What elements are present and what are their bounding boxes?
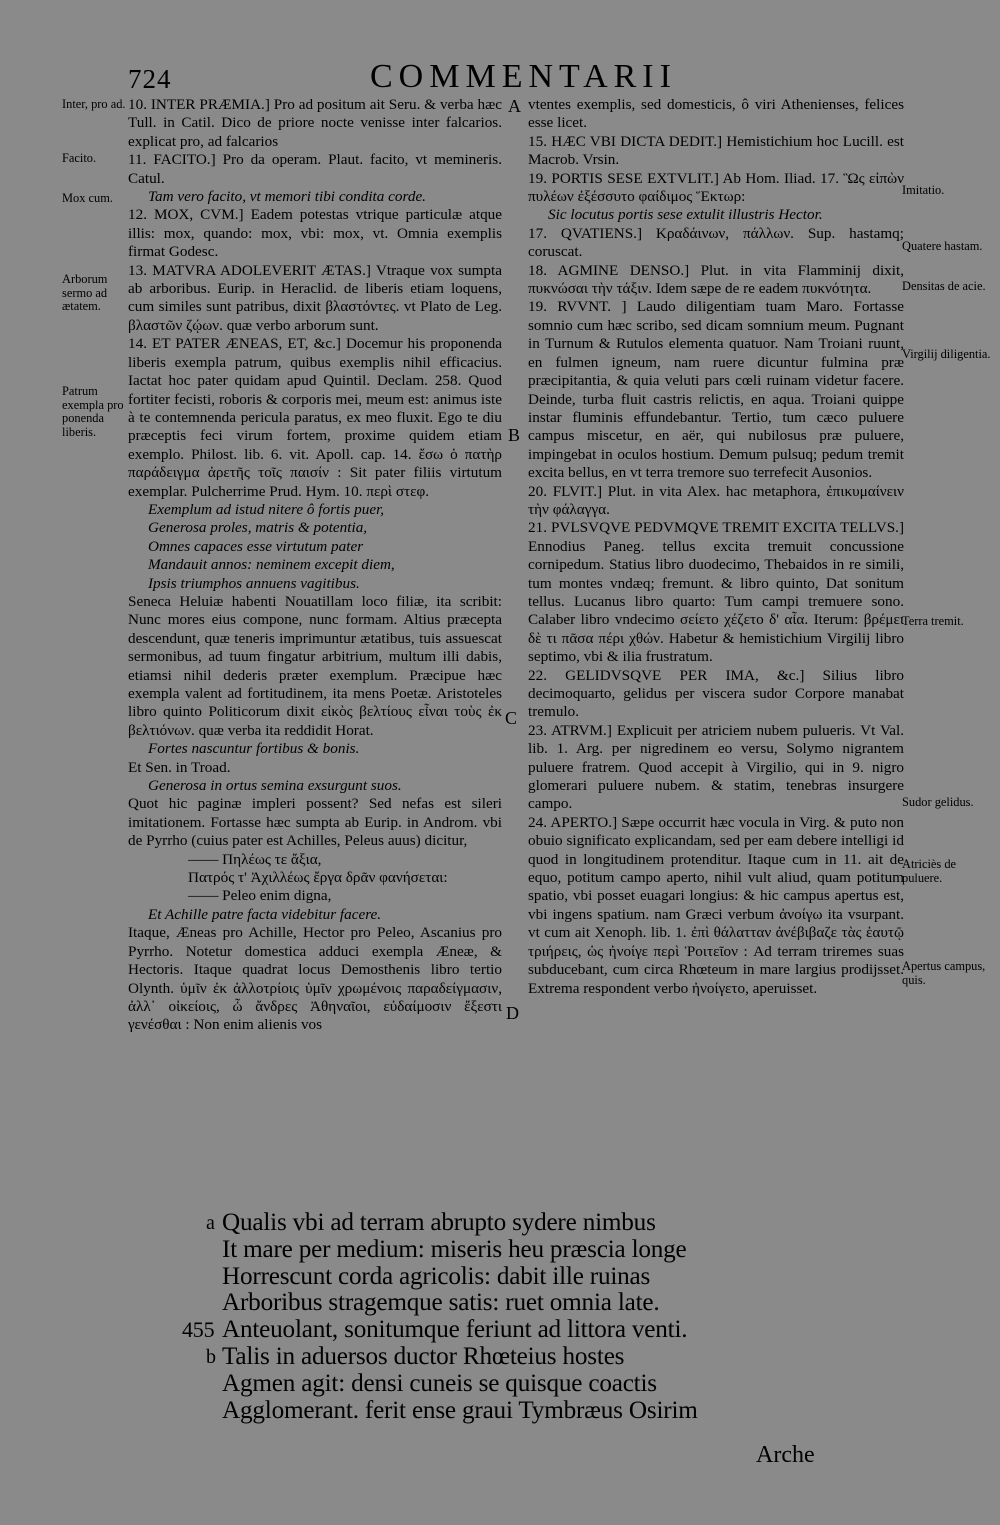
commentary-paragraph: 19. RVVNT. ] Laudo diligentiam tuam Maro. Fortasse somnio cum hæc scribo, sed dicam somnium meum. Pugnant in Turnum & Rutulos elementa quatuor. Nam Troiani ruunt, en fulmen igneum, nam ruere dicuntur fulmina præ præcipitantia, & quia veluti pars cœli ruinam videtur facere. Deinde, turba fluit castris relictis, en aqua. Troiani quippe instar fluminis effundebantur. Tertio, tum cæco puluere campus miscetur, en aër, qui nubilosus præ puluere, impingebat in oculos hostium. Demum pulsuq; pedum tremit excita bellus, en vt terra tremore suo terrefecit Ausonios. [528,298,904,482]
margin-note: Terra tremit. [902,614,964,628]
margin-note: Apertus campus, quis. [902,959,986,987]
section-letter: A [508,96,521,116]
margin-note: Densitas de acie. [902,279,986,293]
margin-note: Virgilij diligentia. [902,347,991,361]
commentary-paragraph: 17. QVATIENS.] Κραδάινων, πάλλων. Sup. hastamq; coruscat. [528,224,904,261]
commentary-paragraph: Quot hic paginæ impleri possent? Sed nefas est sileri imitationem. Fortasse hæc sumpta ab Eurip. in Androm. vbi de Pyrrho (cuius pater est Achilles, Peleus auus) dicitur, [128,795,502,850]
quoted-verse: Omnes capaces esse virtutum pater [148,537,364,555]
verse-line-text: Qualis vbi ad terram abrupto sydere nimbus [222,1209,656,1236]
verse-line-text: Talis in aduersos ductor Rhœteius hostes [222,1342,625,1370]
commentary-paragraph: 11. FACITO.] Pro da operam. Plaut. facito, vt memineris. Catul. [128,151,502,187]
margin-note: Quatere hastam. [902,239,983,253]
commentary-paragraph: 14. ET PATER ÆNEAS, ET, &c.] Docemur his proponenda liberis exempla patrum, quibus exemplis nihil efficacius. Iactat hoc pater quidam apud Quintil. Declam. 258. Quod fortiter fecisti, roboris & corporis mei, meum est: animus iste à te contemnenda pericula paratus, ex meo fluxit. Ego te diu præceptis feci virum fortem, proxime quidem etiam exemplo. Philost. lib. 6. vit. Apoll. cap. 14. ἔσω ὁ πατὴρ παράδειγμα ἀρετῆς τοῖς παισίν : Sit pater filiis virtutum exemplar. Pulcherrime Prud. Hym. 10. περὶ στεφ. [128,335,502,500]
verse-line-text: Agmen agit: densi cuneis se quisque coactis [222,1369,657,1397]
commentary-column-left [128,96,502,1035]
commentary-paragraph: 22. GELIDVSQVE PER IMA, &c.] Silius libro decimoquarto, gelidus per viscera sudor Corpore manabat tremulo. [528,666,904,721]
verse-line [206,1209,782,1237]
verse-line [222,1290,782,1317]
section-letter: C [505,708,518,728]
quoted-verse: Sic locutus portis sese extulit illustris Hector. [548,206,823,224]
commentary-paragraph: 15. HÆC VBI DICTA DEDIT.] Hemistichium hoc Lucill. est Macrob. Vrsin. [528,132,904,169]
section-letter: D [506,1003,519,1023]
margin-note: Atriciès de puluere. [902,857,957,885]
verse-line [222,1264,782,1291]
commentary-paragraph: 20. FLVIT.] Plut. in vita Alex. hac metaphora, ἐπικυμαίνειν τὴν φάλαγγα. [528,482,904,518]
commentary-paragraph: Itaque, Æneas pro Achille, Hector pro Peleo, Ascanius pro Pyrrho. Notetur domestica adduci exempla Æneæ, & Hectoris. Itaque quadrat locus Demosthenis libro tertio Olynth. ὑμῖν ἐκ ἀλλοτρίοις ὑμῖν χρωμένοις παραδείγμασιν, ἀλλ᾽ οἰκείοις, ὦ ἄνδρες Ἀθηναῖοι, εὐδαίμοσιν ἔξεστι γενέσθαι : Non enim alienis vos [128,924,502,1034]
margin-note: Imitatio. [902,183,945,197]
verse-line [222,1398,782,1425]
commentary-paragraph: 21. PVLSVQVE PEDVMQVE TREMIT EXCITA TELLVS.] Ennodius Paneg. tellus excita tremuit concussione cornipedum. Statius libro duodecimo, Thebaidos in re simili, tum montes vndæq; fremunt. & libro quinto, Dat sonitum tellus. Lucanus libro quarto: Tum campi tremuere sono. Calaber libro vndecimo σείετο χέζετο δ' αἶα. Iterum: βρέμει δὲ τι πᾶσα πέρι χθών. Habetur & hemistichium Virgilij libro septimo, vbi & ilia frustratum. [528,519,904,666]
verse-line [182,1316,782,1344]
verse-line-text: Arboribus stragemque satis: ruet omnia late. [222,1289,660,1317]
margin-note: Sudor gelidus. [902,795,974,809]
verse-line [222,1371,782,1398]
quoted-verse: Tam vero facito, vt memori tibi condita corde. [148,188,426,206]
commentary-paragraph: 18. AGMINE DENSO.] Plut. in vita Flamminij dixit, πυκνώσαι τὴν τάξιν. Idem sæpe de re eadem πυκνότητα. [528,261,904,298]
commentary-paragraph: 19. PORTIS SESE EXTVLIT.] Ab Hom. Iliad. 17. Ὣς εἰπὼν πυλέων ἐξέσσυτο φαίδιμος Ἕκτωρ: [528,169,904,206]
quoted-verse: Fortes nascuntur fortibus & bonis. [148,740,360,758]
margin-note: Arborum sermo ad ætatem. [62,272,108,314]
margin-note: Facito. [62,151,97,165]
commentary-paragraph: 13. MATVRA ADOLEVERIT ÆTAS.] Vtraque vox sumpta ab arboribus. Eurip. in Heraclid. de liberis etiam loquens, cum similes sunt patribus, dixit βλαστόντες. vt Plato de Leg. βλαστῶν ζῴων. quæ verbo arborum sunt. [128,261,502,334]
commentary-paragraph: 24. APERTO.] Sæpe occurrit hæc vocula in Virg. & puto non obuio significato explicandam, sed per eam debere intelligi id quod in longitudinem protenditur. Itaque cum in 11. ait de equo, potitum campo aperto, nihil vult aliud, quam potitum spatio, vbi posset euagari longius: & hic campus apertus est, vbi ingens spatium. nam Græci verbum ἀνοίγω ita vsurpant. vt cum ait Xenoph. lib. 1. ἐπὶ θάλατταν ἀνέβιβαζε τὰς ἑαυτῷ τριήρεις, ὡς ἠνοίγε περὶ Ῥοιτεῖον : Ad terram triremes suas subducebant, cum circa Rhœteum in mare largius prodijsset. Extrema respondent verbo ἠνοίγετο, aperuisset. [528,813,904,997]
line-number: 455 [182,1317,215,1343]
verse-text-block [182,1209,782,1424]
commentary-paragraph: vtentes exemplis, sed domesticis, ô viri Athenienses, felices esse licet. [528,96,904,132]
quoted-verse: —— Peleo enim digna, [188,887,332,905]
page-number: 724 [128,64,172,94]
quoted-verse: Πατρός τ' Ἀχιλλέως ἔργα δρᾶν φανήσεται: [188,869,448,887]
verse-line-text: Anteuolant, sonitumque feriunt ad littora venti. [222,1316,688,1344]
quoted-verse: Exemplum ad istud nitere ô fortis puer, [148,500,385,518]
commentary-paragraph: 10. INTER PRÆMIA.] Pro ad positum ait Seru. & verba hæc Tull. in Catil. Dico de priore nocte venisse inter falcarios. explicat pro, ad falcarios [128,96,502,150]
footnote-mark: a [206,1212,215,1234]
quoted-verse: Mandauit annos: neminem excepit diem, [148,556,395,574]
section-letter: B [508,425,521,445]
margin-note: Inter, pro ad. [62,97,126,111]
verse-line-text: Horrescunt corda agricolis: dabit ille ruinas [222,1262,651,1290]
commentary-paragraph: Et Sen. in Troad. [128,758,231,776]
verse-line [222,1237,782,1264]
commentary-paragraph: 12. MOX, CVM.] Eadem potestas vtrique particulæ atque illis: mox, quando: mox, vbi: mox, vt. Omnia exemplis firmat Godesc. [128,206,502,261]
quoted-verse: Generosa proles, matris & potentia, [148,519,368,537]
running-head: COMMENTARII [370,58,677,95]
quoted-verse: —— Πηλέως τε ἄξια, [188,850,322,868]
verse-line-text: It mare per medium: miseris heu præscia longe [222,1235,687,1263]
quoted-verse: Et Achille patre facta videbitur facere. [148,905,382,923]
commentary-paragraph: 23. ATRVM.] Explicuit per atriciem nubem pulueris. Vt Val. lib. 1. Arg. per nigredinem eo versu, Solymo nigrantem puluere fratrem. Quod accepit à Virgilio, qui in 9. nigro glomerari puluere nubem. & statim, tenebras insurgere campo. [528,721,904,813]
footnote-mark: b [206,1345,216,1368]
quoted-verse: Ipsis triumphos annuens vagitibus. [148,574,360,592]
margin-note: Patrum exempla pro ponenda liberis. [62,384,124,439]
commentary-column-right [528,96,904,998]
quoted-verse: Generosa in ortus semina exsurgunt suos. [148,777,402,795]
verse-line [206,1342,782,1371]
verse-line-text: Agglomerant. ferit ense graui Tymbræus Osirim [222,1396,698,1424]
margin-note: Mox cum. [62,191,113,205]
catchword: Arche [756,1442,815,1468]
commentary-paragraph: Seneca Heluiæ habenti Nouatillam loco filiæ, ita scribit: Nunc mores eius compone, nunc formam. Altius præcepta descendunt, quæ teneris imprimuntur ætatibus, tuis assuescat sermonibus, ad tuum fingatur arbitrium, multum illi dabis, etiamsi nihil dederis præter exemplum. Præcipue hæc exempla valent ad fortitudinem, ita mens Poetæ. Aristoteles libro quinto Politicorum dixit εἰκὸς βελτίους εἶναι τοὺς ἐκ βελτιόνων. quæ verba ita reddidit Horat. [128,592,502,739]
